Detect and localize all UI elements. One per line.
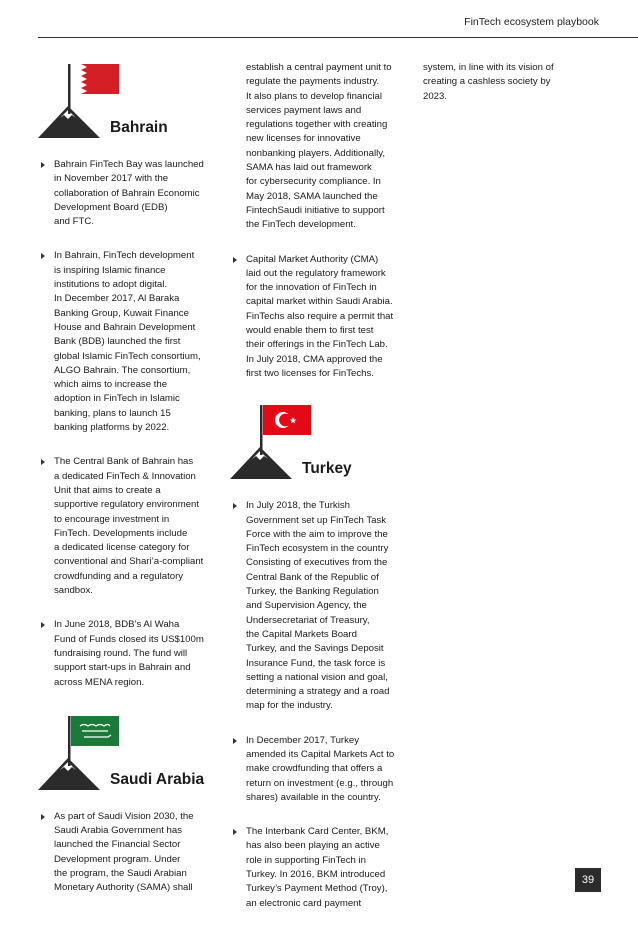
list-item [230,499,415,713]
bullet-text: In Bahrain, FinTech development is inspiring Islamic finance institutions to adopt digital. In December 2017, Al Baraka Banking Group, Kuwait Finance House and Bahrain Development Bank (BDB) launched the first global Islamic FinTech consortium, ALGO Bahrain. The consortium, which aims to increase the adoption in FinTech in Islamic banking, plans to launch 15 banking platforms by 2022. [54,250,201,434]
bahrain-flag-mountain-icon [38,58,223,150]
bahrain-bullet-list [38,158,223,690]
bullet-icon [233,829,237,835]
bullet-text: Capital Market Authority (CMA) laid out the regulatory framework for the innovation of FinTech in capital market within Saudi Arabia. FinTechs also require a permit that would enable them to first test their offerings in the FinTech Lab. In July 2018, CMA approved the first two licenses for FinTechs. [246,253,394,379]
page-number: 39 [575,868,601,892]
turkey-bullet-list [230,499,415,911]
bullet-icon [233,503,237,509]
bullet-icon [41,162,45,168]
bullet-icon [233,257,237,263]
saudi-bullet-list [38,810,223,896]
list-item [38,810,223,896]
list-item [230,253,415,382]
bullet-text: In June 2018, BDB’s Al Waha Fund of Funds closed its US$100m fundraising round. The fund will support start-ups in Bahrain and across MENA region. [54,619,204,688]
bullet-icon [41,253,45,259]
bullet-text: In July 2018, the Turkish Government set up FinTech Task Force with the aim to improve the FinTech ecosystem in the country Consisting of executives from the Central Bank of the Republic of Turkey, the Banking Regulation and Supervision Agency, the Undersecretariat of Treasury, the Capital Markets Board Turkey, and the Savings Deposit Insurance Fund, the task force is setting a national vision and goal, determining a strategy and a road map for the industry. [246,500,390,712]
list-item [38,249,223,435]
page-header-title: FinTech ecosystem playbook [464,16,599,28]
list-item [38,158,223,229]
turkey-continued-text: system, in line with its vision of creating a cashless society by 2023. [423,62,554,102]
middle-column [230,61,415,931]
country-name-bahrain: Bahrain [110,119,168,136]
bullet-text: The Interbank Card Center, BKM, has also been playing an active role in supporting FinTech in Turkey. In 2016, BKM introduced Turkey’s Payment Method (Troy), an electronic card payment [246,826,389,909]
turkey-flag-mountain-icon [230,399,415,491]
bullet-icon [41,459,45,465]
saudi-arabia-heading [38,710,223,802]
list-item [230,734,415,805]
turkey-heading [230,399,415,491]
country-name-saudi-arabia: Saudi Arabia [110,770,205,788]
bullet-text: In December 2017, Turkey amended its Capital Markets Act to make crowdfunding that offers a return on investment (e.g., through shares) available in the country. [246,734,395,803]
bullet-icon [41,622,45,628]
list-item [38,618,223,689]
header-divider [38,37,638,38]
bullet-text: The Central Bank of Bahrain has a dedicated FinTech & Innovation Unit that aims to create a supportive regulatory environment to encourage investment in FinTech. Developments include a dedicated license category for conventional and Shari’a-compliant crowdfunding and a regulatory sandbox. [54,456,204,597]
bullet-text: Bahrain FinTech Bay was launched in November 2017 with the collaboration of Bahrain Economic Development Board (EDB) and FTC. [54,159,204,228]
saudi-continued-text: establish a central payment unit to regulate the payments industry. It also plans to develop financial services payment laws and regulations together with creating new licenses for innovative nonbanking players. Additionally, SAMA has laid out framework for cybersecurity compliance. In May 2018, SAMA launched the FintechSaudi initiative to support the FinTech development. [246,62,392,231]
left-column [38,58,223,916]
bahrain-heading [38,58,223,150]
bullet-icon [41,814,45,820]
bullet-text: As part of Saudi Vision 2030, the Saudi Arabia Government has launched the Financial Sector Development program. Under the program, the Saudi Arabian Monetary Authority (SAMA) shall [54,810,194,894]
saudi-flag-mountain-icon [38,710,223,802]
list-item [38,455,223,598]
right-column [423,61,598,104]
list-item [230,825,415,911]
bullet-icon [233,738,237,744]
country-name-turkey: Turkey [302,460,352,478]
